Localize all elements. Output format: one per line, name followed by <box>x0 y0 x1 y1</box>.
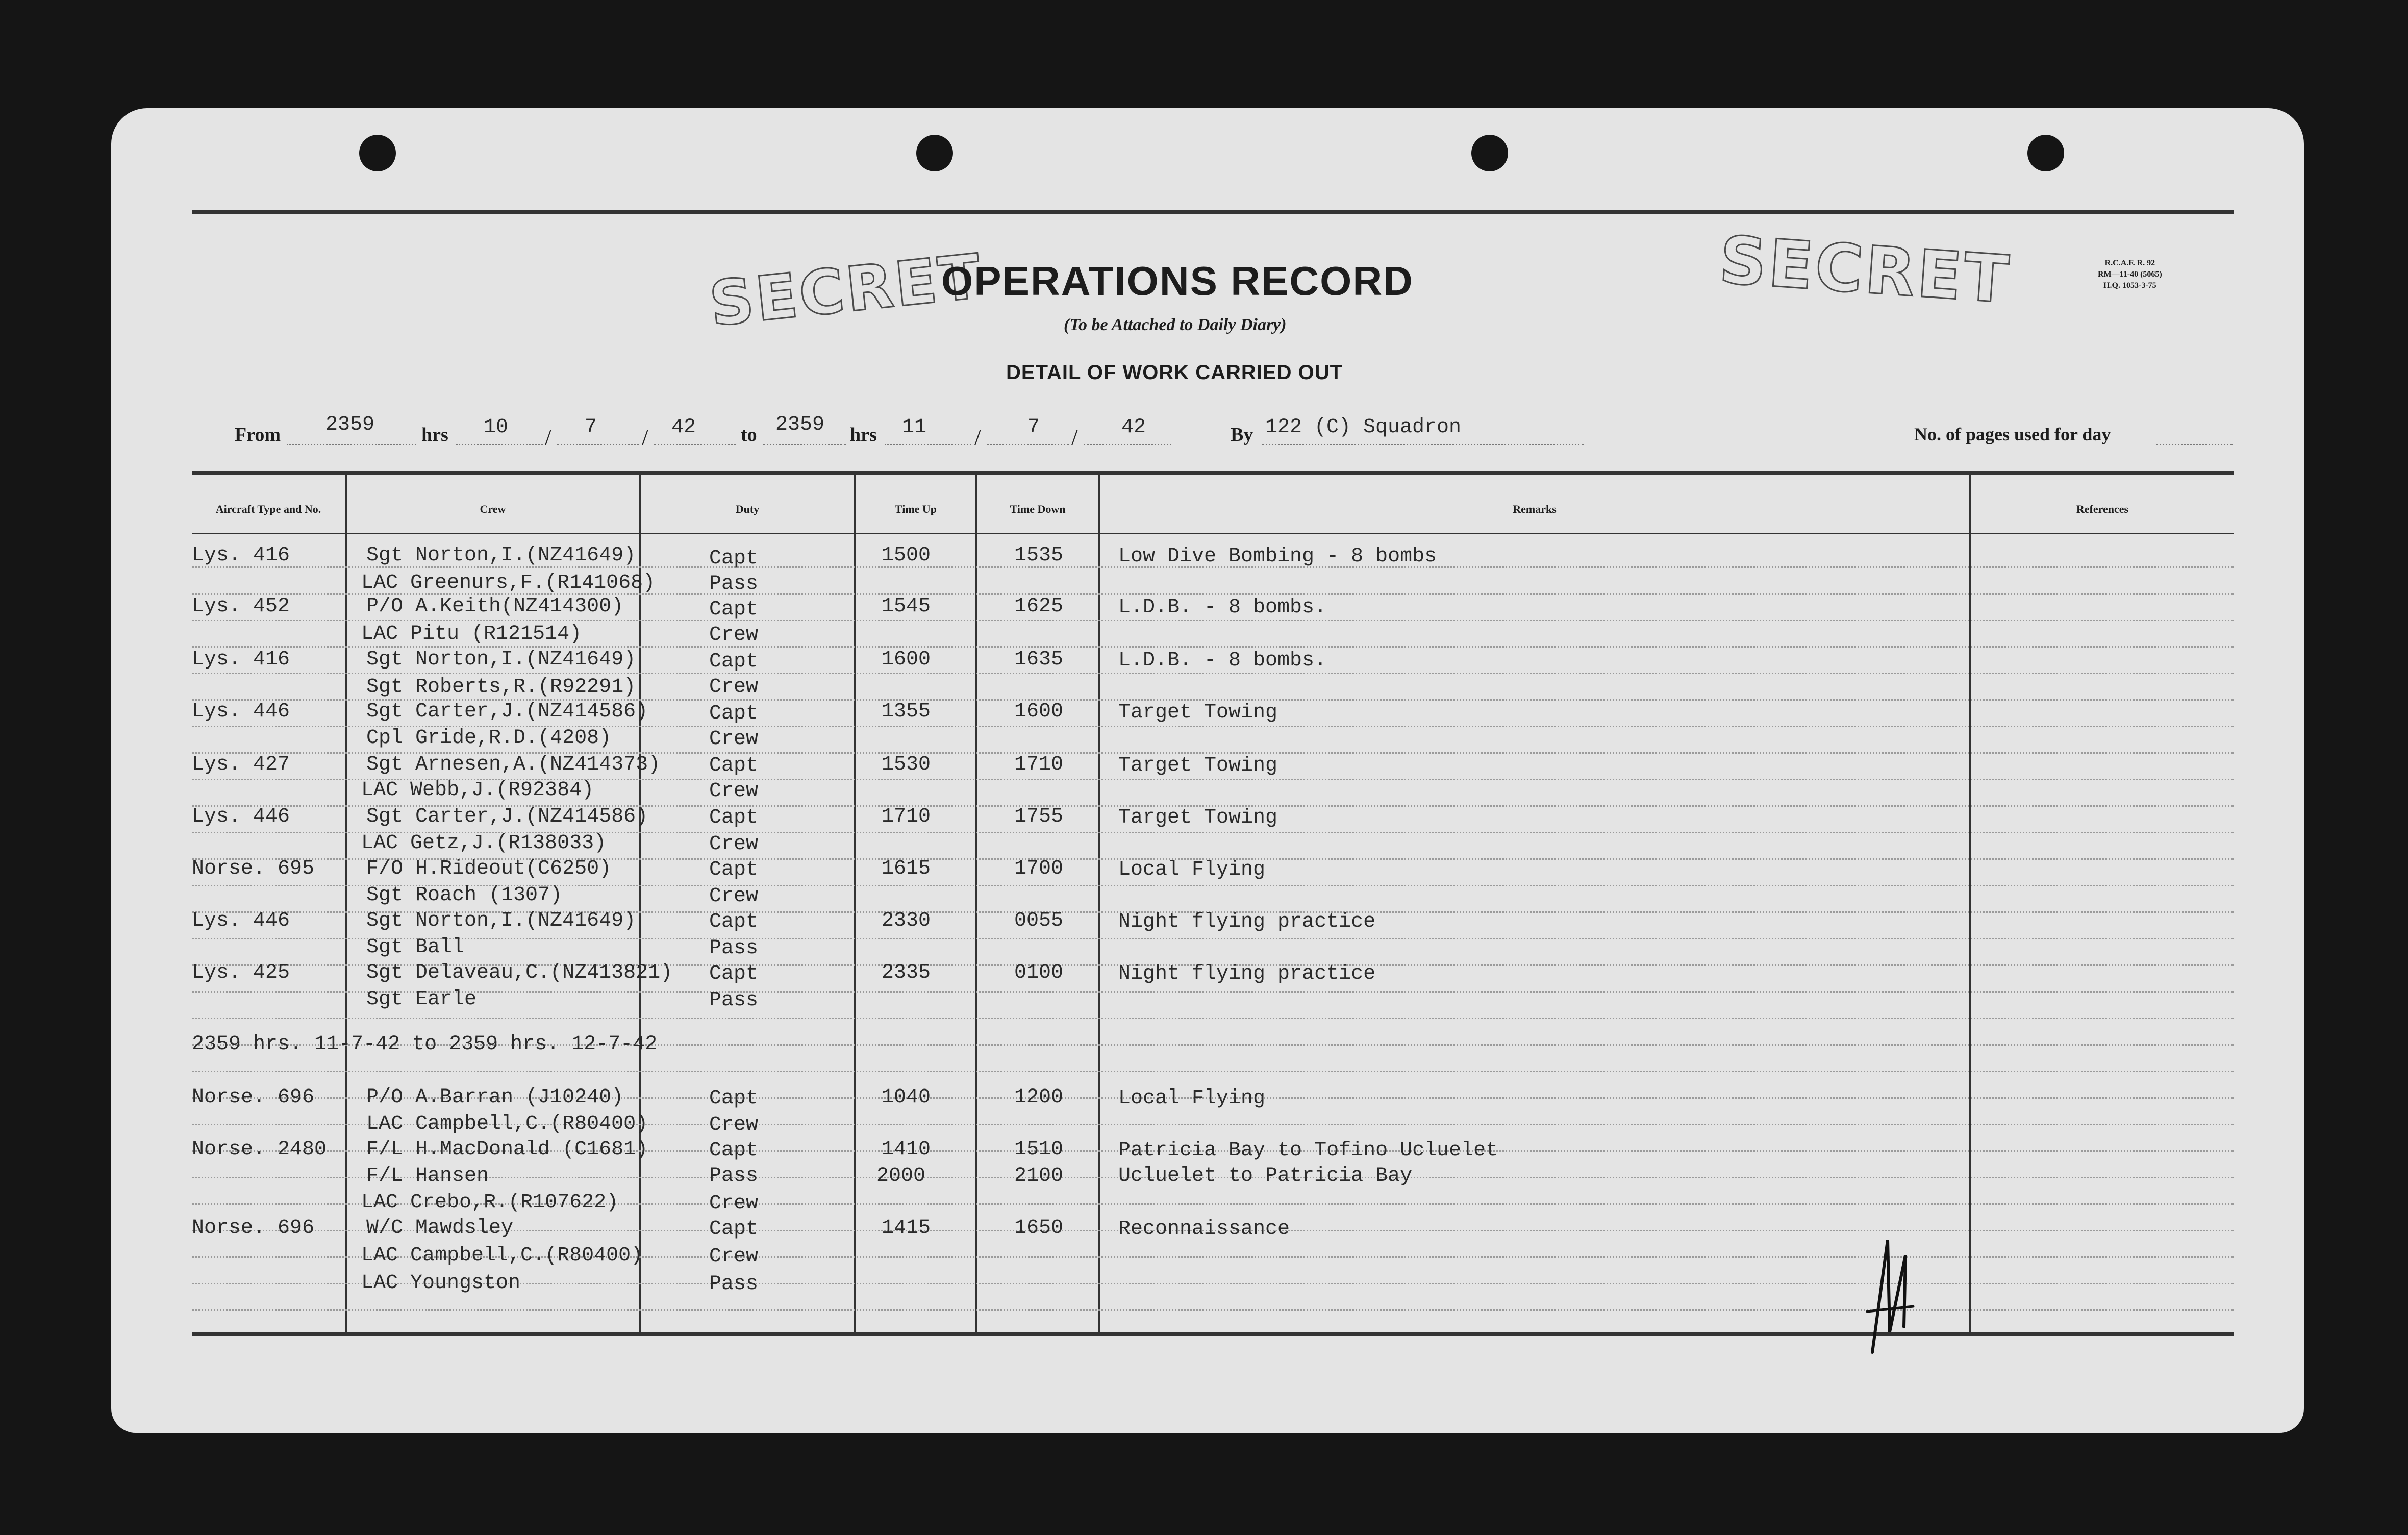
second-period-heading: 2359 hrs. 11-7-42 to 2359 hrs. 12-7-42 <box>192 1033 658 1056</box>
form-reference <box>2098 258 2162 291</box>
time-down-cell: 1600 <box>1014 700 1064 723</box>
aircraft-cell: Lys. 427 <box>192 753 290 776</box>
form-ref-line: RM—11-40 (5065) <box>2098 270 2162 279</box>
pages-label: No. of pages used for day <box>1914 424 2111 444</box>
duty-cell: Capt <box>709 1087 759 1110</box>
aircraft-cell: Norse. 2480 <box>192 1138 327 1161</box>
time-up-cell: 1545 <box>882 595 931 618</box>
time-down-cell: 1625 <box>1014 595 1064 618</box>
crew-cell: Sgt Norton,I.(NZ41649) <box>366 648 636 671</box>
duty-cell: Capt <box>709 650 759 673</box>
date-separator: / <box>642 424 648 450</box>
duty-cell: Crew <box>709 833 759 856</box>
row-guide-line <box>192 620 2234 621</box>
remarks-cell: Patricia Bay to Tofino Ucluelet <box>1118 1139 1498 1162</box>
secret-stamp-left: SECRET <box>706 241 986 340</box>
squadron: 122 (C) Squadron <box>1265 416 1462 439</box>
table-header-rule <box>192 533 2234 534</box>
time-up-cell: 1415 <box>882 1217 931 1240</box>
row-guide-line <box>192 673 2234 674</box>
row-guide-line <box>192 1071 2234 1072</box>
duty-cell: Pass <box>709 573 759 596</box>
remarks-cell: Local Flying <box>1118 858 1266 881</box>
to-month: 7 <box>1027 416 1040 439</box>
duty-cell: Pass <box>709 937 759 960</box>
crew-cell: Sgt Ball <box>366 936 465 959</box>
to-year: 42 <box>1121 416 1146 439</box>
time-up-cell: 2330 <box>882 909 931 932</box>
aircraft-cell: Lys. 446 <box>192 909 290 932</box>
time-up-cell: 1710 <box>882 805 931 828</box>
duty-cell: Pass <box>709 1273 759 1296</box>
crew-cell: P/O A.Barran (J10240) <box>366 1086 624 1109</box>
remarks-cell: Night flying practice <box>1118 962 1376 985</box>
duty-cell: Crew <box>709 1192 759 1215</box>
remarks-cell: Ucluelet to Patricia Bay <box>1118 1165 1413 1187</box>
time-down-cell: 0055 <box>1014 909 1064 932</box>
row-guide-line <box>192 646 2234 648</box>
col-time-up: Time Up <box>894 503 937 515</box>
to-label: to <box>741 424 757 445</box>
crew-cell: LAC Crebo,R.(R107622) <box>361 1191 619 1214</box>
duty-cell: Capt <box>709 806 759 829</box>
remarks-cell: L.D.B. - 8 bombs. <box>1118 596 1327 619</box>
crew-cell: Sgt Earle <box>366 988 477 1011</box>
time-down-cell: 1650 <box>1014 1217 1064 1240</box>
punch-hole <box>916 135 953 171</box>
time-up-cell: 1615 <box>882 857 931 880</box>
aircraft-cell: Norse. 696 <box>192 1086 315 1109</box>
punch-hole <box>359 135 396 171</box>
handwritten-initials <box>1857 1225 1928 1363</box>
hrs-label: hrs <box>850 424 877 445</box>
duty-cell: Capt <box>709 962 759 985</box>
time-up-cell: 1600 <box>882 648 931 671</box>
hrs-label: hrs <box>421 424 448 445</box>
crew-cell: Sgt Roach (1307) <box>366 884 563 907</box>
time-down-cell: 1200 <box>1014 1086 1064 1109</box>
fill-line <box>885 444 971 445</box>
remarks-cell: Target Towing <box>1118 754 1278 777</box>
fill-line <box>557 444 639 445</box>
time-up-cell: 1040 <box>882 1086 931 1109</box>
duty-cell: Pass <box>709 1165 759 1187</box>
aircraft-cell: Lys. 446 <box>192 700 290 723</box>
crew-cell: Sgt Roberts,R.(R92291) <box>366 676 636 699</box>
duty-cell: Crew <box>709 728 759 751</box>
from-label: From <box>235 424 281 445</box>
crew-cell: LAC Campbell,C.(R80400) <box>366 1112 648 1135</box>
duty-cell: Capt <box>709 910 759 933</box>
top-rule <box>192 210 2234 214</box>
fill-line <box>1262 444 1584 445</box>
duty-cell: Crew <box>709 1245 759 1268</box>
aircraft-cell: Lys. 446 <box>192 805 290 828</box>
from-day: 10 <box>484 416 509 439</box>
duty-cell: Capt <box>709 858 759 881</box>
row-guide-line <box>192 1018 2234 1019</box>
date-separator: / <box>974 424 981 450</box>
duty-cell: Crew <box>709 780 759 803</box>
crew-cell: LAC Campbell,C.(R80400) <box>361 1244 643 1267</box>
crew-cell: LAC Pitu (R121514) <box>361 623 582 646</box>
time-down-cell: 1710 <box>1014 753 1064 776</box>
duty-cell: Crew <box>709 1113 759 1136</box>
time-up-cell: 1355 <box>882 700 931 723</box>
crew-cell: Sgt Carter,J.(NZ414586) <box>366 805 648 828</box>
time-up-cell: 2335 <box>882 961 931 984</box>
crew-cell: LAC Youngston <box>361 1272 521 1295</box>
remarks-cell: L.D.B. - 8 bombs. <box>1118 649 1327 672</box>
col-references: References <box>2076 503 2129 515</box>
crew-cell: Sgt Arnesen,A.(NZ414373) <box>366 753 661 776</box>
crew-cell: W/C Mawdsley <box>366 1217 514 1240</box>
aircraft-cell: Lys. 425 <box>192 961 290 984</box>
row-guide-line <box>192 991 2234 993</box>
duty-cell: Capt <box>709 1139 759 1162</box>
time-up-cell: 1530 <box>882 753 931 776</box>
duty-cell: Capt <box>709 702 759 725</box>
col-time-down: Time Down <box>1010 503 1066 515</box>
crew-cell: Cpl Gride,R.D.(4208) <box>366 727 612 750</box>
crew-cell: Sgt Delaveau,C.(NZ413821) <box>366 961 673 984</box>
time-down-cell: 2100 <box>1014 1165 1064 1187</box>
time-down-cell: 1635 <box>1014 648 1064 671</box>
fill-line <box>987 444 1069 445</box>
duty-cell: Capt <box>709 754 759 777</box>
aircraft-cell: Norse. 696 <box>192 1217 315 1240</box>
aircraft-cell: Lys. 416 <box>192 648 290 671</box>
aircraft-cell: Lys. 452 <box>192 595 290 618</box>
fill-line <box>1084 444 1171 445</box>
col-remarks: Remarks <box>1513 503 1557 515</box>
fill-line <box>2156 444 2233 445</box>
crew-cell: F/O H.Rideout(C6250) <box>366 857 612 880</box>
crew-cell: F/L Hansen <box>366 1165 489 1187</box>
duty-cell: Capt <box>709 547 759 570</box>
remarks-cell: Night flying practice <box>1118 910 1376 933</box>
to-time: 2359 <box>775 413 825 436</box>
crew-cell: Sgt Norton,I.(NZ41649) <box>366 909 636 932</box>
time-down-cell: 1700 <box>1014 857 1064 880</box>
by-label: By <box>1231 424 1253 445</box>
form-ref-line: H.Q. 1053-3-75 <box>2103 281 2156 290</box>
form-ref-line: R.C.A.F. R. 92 <box>2104 259 2155 267</box>
remarks-cell: Low Dive Bombing - 8 bombs <box>1118 545 1437 568</box>
time-down-cell: 1755 <box>1014 805 1064 828</box>
duty-cell: Crew <box>709 624 759 647</box>
col-duty: Duty <box>735 503 760 515</box>
page-title: OPERATIONS RECORD <box>941 258 1414 304</box>
time-down-cell: 1535 <box>1014 544 1064 567</box>
time-down-cell: 0100 <box>1014 961 1064 984</box>
duty-cell: Capt <box>709 1218 759 1241</box>
detail-heading: DETAIL OF WORK CARRIED OUT <box>1006 361 1343 384</box>
crew-cell: Sgt Norton,I.(NZ41649) <box>366 544 636 567</box>
crew-cell: F/L H.MacDonald (C1681) <box>366 1138 648 1161</box>
page-subtitle: (To be Attached to Daily Diary) <box>1064 315 1287 334</box>
col-crew: Crew <box>480 503 506 515</box>
fill-line <box>287 444 416 445</box>
from-time: 2359 <box>325 413 375 436</box>
remarks-cell: Target Towing <box>1118 806 1278 829</box>
row-guide-line <box>192 938 2234 939</box>
punch-hole <box>1471 135 1508 171</box>
secret-stamp-right: SECRET <box>1717 222 2013 318</box>
remarks-cell: Local Flying <box>1118 1087 1266 1110</box>
crew-cell: LAC Greenurs,F.(R141068) <box>361 572 656 595</box>
crew-cell: Sgt Carter,J.(NZ414586) <box>366 700 648 723</box>
from-month: 7 <box>585 416 597 439</box>
crew-cell: P/O A.Keith(NZ414300) <box>366 595 624 618</box>
duty-cell: Capt <box>709 598 759 621</box>
duty-cell: Crew <box>709 676 759 699</box>
crew-cell: LAC Getz,J.(R138033) <box>361 832 607 855</box>
col-aircraft: Aircraft Type and No. <box>215 503 321 515</box>
remarks-cell: Target Towing <box>1118 701 1278 724</box>
time-down-cell: 1510 <box>1014 1138 1064 1161</box>
date-separator: / <box>1071 424 1078 450</box>
table-top-rule <box>192 471 2234 475</box>
fill-line <box>654 444 736 445</box>
aircraft-cell: Lys. 416 <box>192 544 290 567</box>
date-separator: / <box>545 424 551 450</box>
to-day: 11 <box>902 416 927 439</box>
aircraft-cell: Norse. 695 <box>192 857 315 880</box>
punch-hole <box>2027 135 2064 171</box>
fill-line <box>763 444 846 445</box>
time-up-cell: 2000 <box>876 1165 926 1187</box>
time-up-cell: 1410 <box>882 1138 931 1161</box>
duty-cell: Pass <box>709 989 759 1012</box>
remarks-cell: Reconnaissance <box>1118 1218 1290 1241</box>
from-year: 42 <box>671 416 696 439</box>
fill-line <box>456 444 543 445</box>
crew-cell: LAC Webb,J.(R92384) <box>361 779 594 802</box>
time-up-cell: 1500 <box>882 544 931 567</box>
duty-cell: Crew <box>709 885 759 908</box>
